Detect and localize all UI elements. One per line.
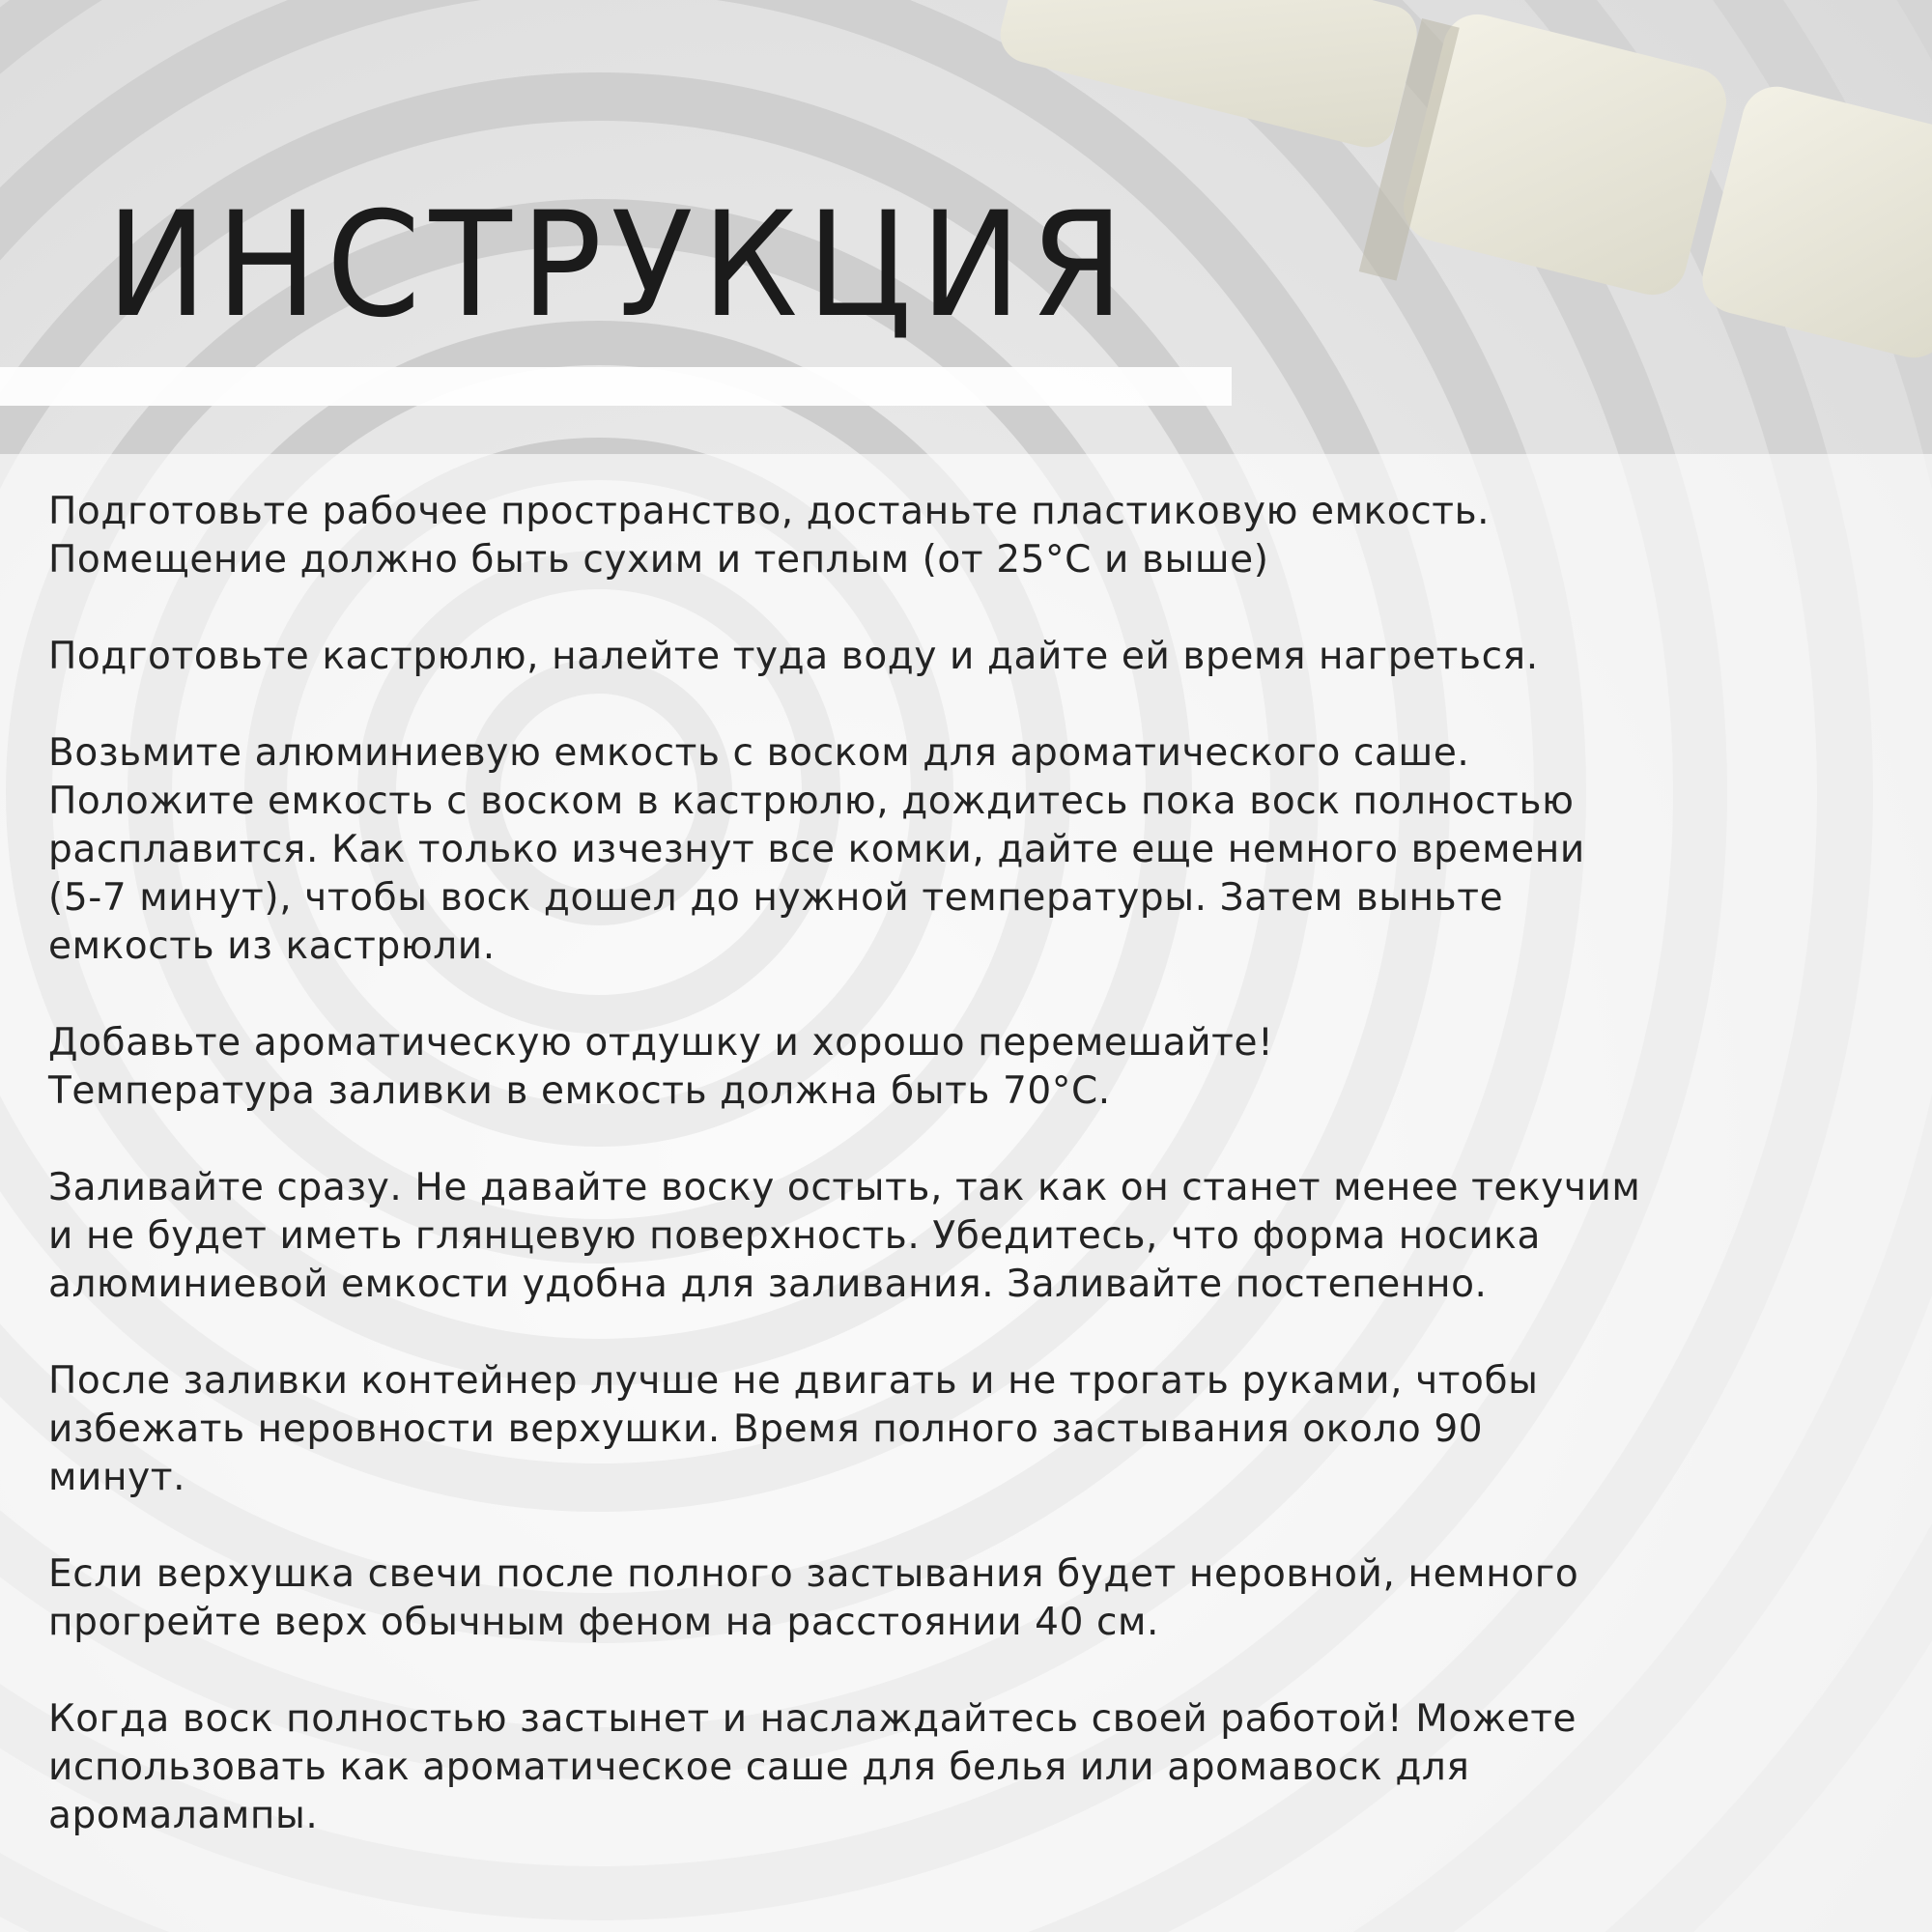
instruction-paragraph — [48, 1164, 1884, 1309]
paragraph-line: Когда воск полностью застынет и наслаждайтесь своей работой! Можете — [48, 1697, 1577, 1741]
paragraph-line: Если верхушка свечи после полного застывания будет неровной, немного — [48, 1552, 1579, 1596]
instruction-paragraph — [48, 1019, 1884, 1116]
instruction-paragraph — [48, 1695, 1884, 1840]
paragraph-line: Заливайте сразу. Не давайте воску остыть, так как он станет менее текучим — [48, 1166, 1641, 1209]
instruction-list — [48, 488, 1884, 1889]
paragraph-line: прогрейте верх обычным феном на расстоянии 40 см. — [48, 1601, 1160, 1644]
paragraph-line: Положите емкость с воском в кастрюлю, дождитесь пока воск полностью — [48, 780, 1575, 823]
instructions-panel — [0, 454, 1932, 1932]
title-underline-bar — [0, 367, 1232, 406]
paragraph-line: использовать как ароматическое саше для белья или аромавоск для — [48, 1746, 1470, 1789]
paragraph-line: избежать неровности верхушки. Время полного застывания около 90 — [48, 1407, 1484, 1451]
instruction-paragraph — [48, 1357, 1884, 1502]
paragraph-line: Подготовьте рабочее пространство, достаньте пластиковую емкость. — [48, 490, 1491, 533]
instruction-paragraph — [48, 488, 1884, 584]
paragraph-line: Температура заливки в емкость должна быть 70°С. — [48, 1069, 1111, 1113]
paragraph-line: Подготовьте кастрюлю, налейте туда воду и дайте ей время нагреться. — [48, 635, 1539, 678]
instruction-paragraph — [48, 633, 1884, 681]
paragraph-line: емкость из кастрюли. — [48, 924, 496, 968]
paragraph-line: Помещение должно быть сухим и теплым (от 25°С и выше) — [48, 538, 1269, 582]
paragraph-line: Добавьте ароматическую отдушку и хорошо перемешайте! — [48, 1021, 1274, 1065]
paragraph-line: минут. — [48, 1456, 186, 1499]
instruction-paragraph — [48, 729, 1884, 971]
paragraph-line: расплавится. Как только изчезнут все комки, дайте еще немного времени — [48, 828, 1585, 871]
header — [0, 0, 1932, 454]
paragraph-line: Возьмите алюминиевую емкость с воском для ароматического саше. — [48, 731, 1470, 775]
paragraph-line: После заливки контейнер лучше не двигать и не трогать руками, чтобы — [48, 1359, 1539, 1403]
page-title: ИНСТРУКЦИЯ — [106, 182, 1133, 350]
paragraph-line: алюминиевой емкости удобна для заливания. Заливайте постепенно. — [48, 1263, 1488, 1306]
instruction-paragraph — [48, 1550, 1884, 1647]
paragraph-line: аромалампы. — [48, 1794, 319, 1837]
paragraph-line: (5-7 минут), чтобы воск дошел до нужной температуры. Затем выньте — [48, 876, 1504, 920]
paragraph-line: и не будет иметь глянцевую поверхность. Убедитесь, что форма носика — [48, 1214, 1541, 1258]
